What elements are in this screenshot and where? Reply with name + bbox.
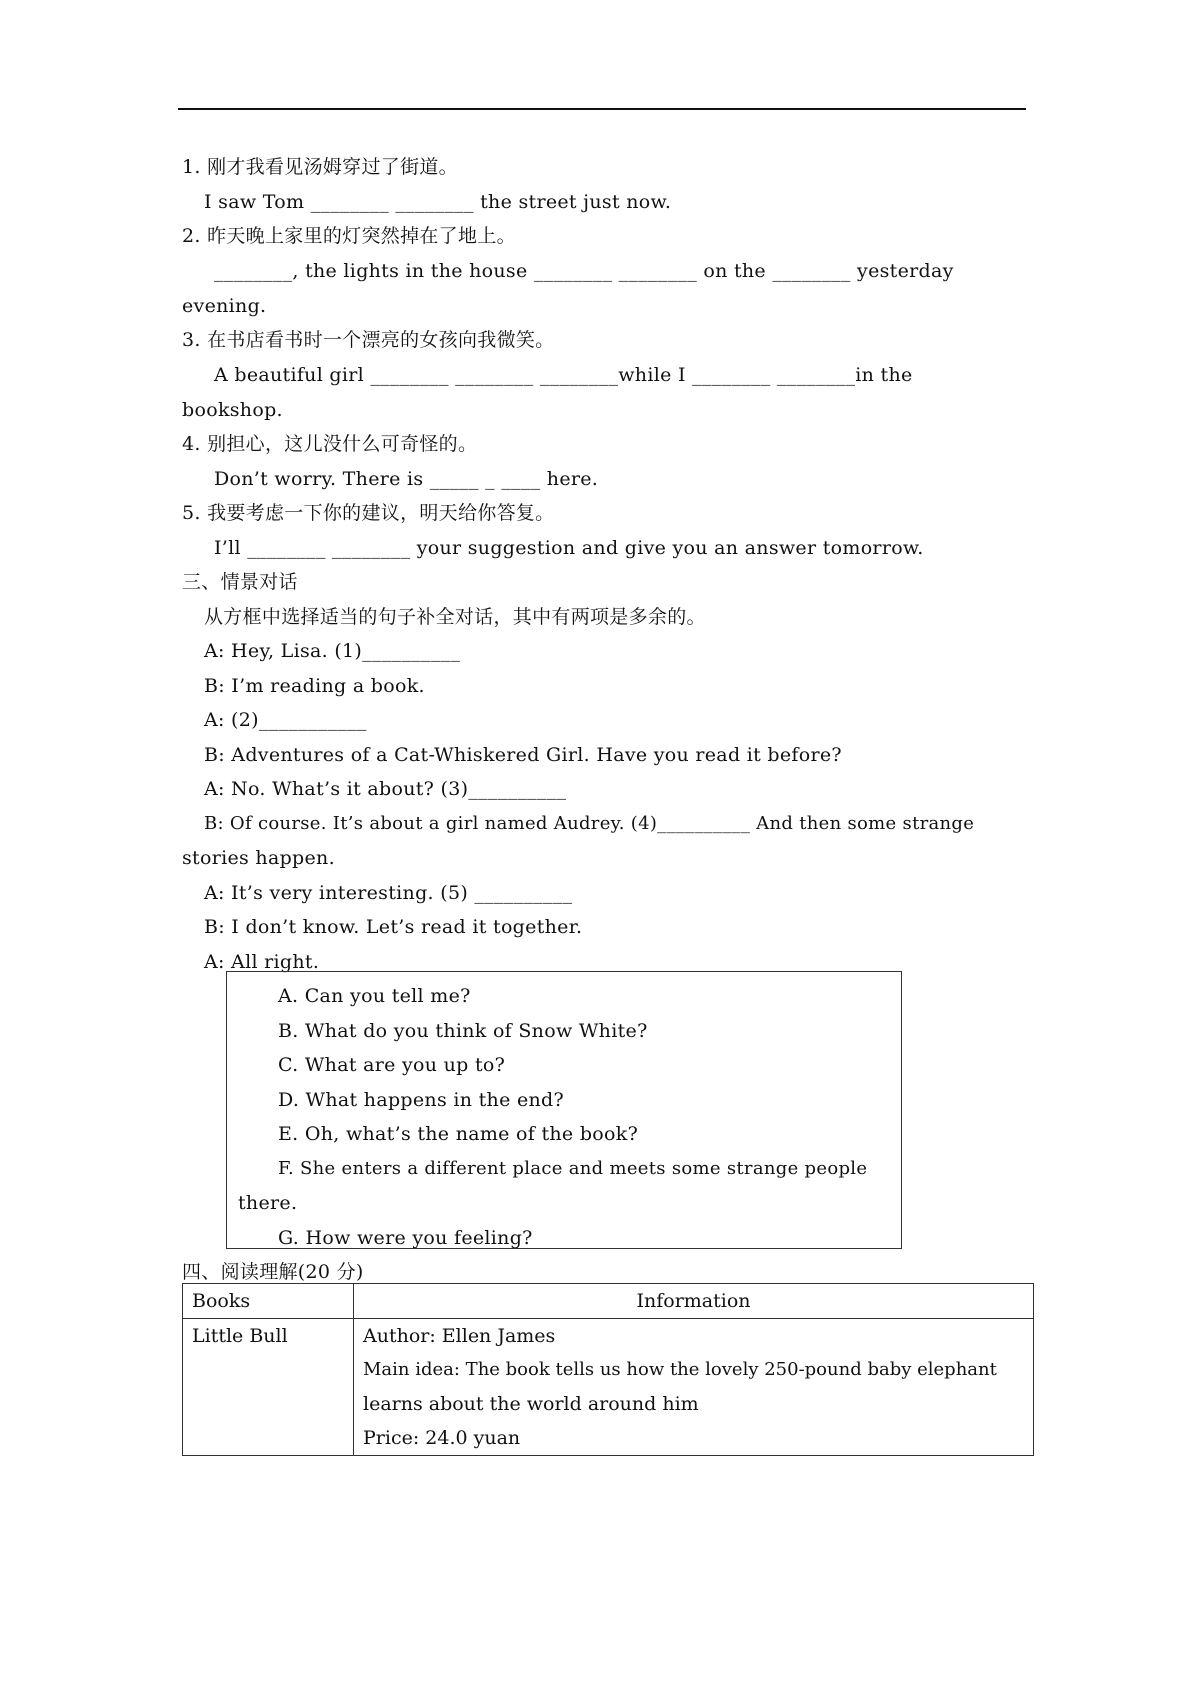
option-item: G. How were you feeling? bbox=[278, 1227, 533, 1249]
dialogue-line: B: Of course. It’s about a girl named Audrey. (4)__________ And then some strange bbox=[204, 813, 975, 834]
dialogue-line: A: Hey, Lisa. (1)__________ bbox=[204, 640, 461, 662]
q3-english-cont: bookshop. bbox=[182, 399, 283, 421]
q2-english: ________, the lights in the house ________ ________ on the ________ yesterday bbox=[214, 260, 954, 282]
dialogue-line: A: (2)___________ bbox=[204, 709, 367, 731]
dialogue-line: B: Adventures of a Cat-Whiskered Girl. Have you read it before? bbox=[204, 744, 842, 766]
option-item: B. What do you think of Snow White? bbox=[278, 1020, 648, 1042]
book-info-cell bbox=[354, 1319, 1034, 1456]
section3-instruction: 从方框中选择适当的句子补全对话，其中有两项是多余的。 bbox=[204, 606, 706, 628]
table-row bbox=[183, 1319, 1034, 1456]
header-rule bbox=[178, 108, 1026, 110]
info-line: learns about the world around him bbox=[363, 1393, 699, 1415]
option-item: D. What happens in the end? bbox=[278, 1089, 565, 1111]
dialogue-line: B: I don’t know. Let’s read it together. bbox=[204, 916, 583, 938]
q3-chinese: 3. 在书店看书时一个漂亮的女孩向我微笑。 bbox=[182, 329, 555, 351]
table-header-books: Books bbox=[183, 1284, 354, 1319]
option-item: F. She enters a different place and meets some strange people bbox=[278, 1158, 868, 1179]
section4-title: 四、阅读理解(20 分) bbox=[182, 1261, 364, 1283]
q1-english: I saw Tom ________ ________ the street just now. bbox=[204, 191, 672, 213]
info-line: Main idea: The book tells us how the lovely 250-pound baby elephant bbox=[363, 1359, 997, 1380]
option-item: E. Oh, what’s the name of the book? bbox=[278, 1123, 639, 1145]
q5-chinese: 5. 我要考虑一下你的建议，明天给你答复。 bbox=[182, 502, 555, 524]
q3-english: A beautiful girl ________ ________ ________while I ________ ________in the bbox=[214, 364, 913, 386]
info-line: Price: 24.0 yuan bbox=[363, 1427, 521, 1449]
section3-title: 三、情景对话 bbox=[182, 571, 298, 593]
info-line: Author: Ellen James bbox=[363, 1325, 556, 1347]
dialogue-line: A: No. What’s it about? (3)__________ bbox=[204, 778, 567, 800]
dialogue-line: A: All right. bbox=[204, 951, 320, 973]
q4-english: Don’t worry. There is _____ _ ____ here. bbox=[214, 468, 599, 490]
option-item: there. bbox=[238, 1192, 298, 1214]
dialogue-line: B: I’m reading a book. bbox=[204, 675, 425, 697]
q1-chinese: 1. 刚才我看见汤姆穿过了街道。 bbox=[182, 156, 458, 178]
dialogue-line: A: It’s very interesting. (5) __________ bbox=[204, 882, 573, 904]
books-table bbox=[182, 1283, 1034, 1456]
option-item: A. Can you tell me? bbox=[278, 985, 471, 1007]
table-header-row bbox=[183, 1284, 1034, 1319]
q2-chinese: 2. 昨天晚上家里的灯突然掉在了地上。 bbox=[182, 225, 516, 247]
q4-chinese: 4. 别担心，这儿没什么可奇怪的。 bbox=[182, 433, 478, 455]
dialogue-line: stories happen. bbox=[182, 847, 335, 869]
option-item: C. What are you up to? bbox=[278, 1054, 506, 1076]
q2-english-cont: evening. bbox=[182, 295, 267, 317]
book-title-cell: Little Bull bbox=[183, 1319, 354, 1456]
q5-english: I’ll ________ ________ your suggestion and give you an answer tomorrow. bbox=[214, 537, 924, 559]
table-header-information: Information bbox=[354, 1284, 1034, 1319]
